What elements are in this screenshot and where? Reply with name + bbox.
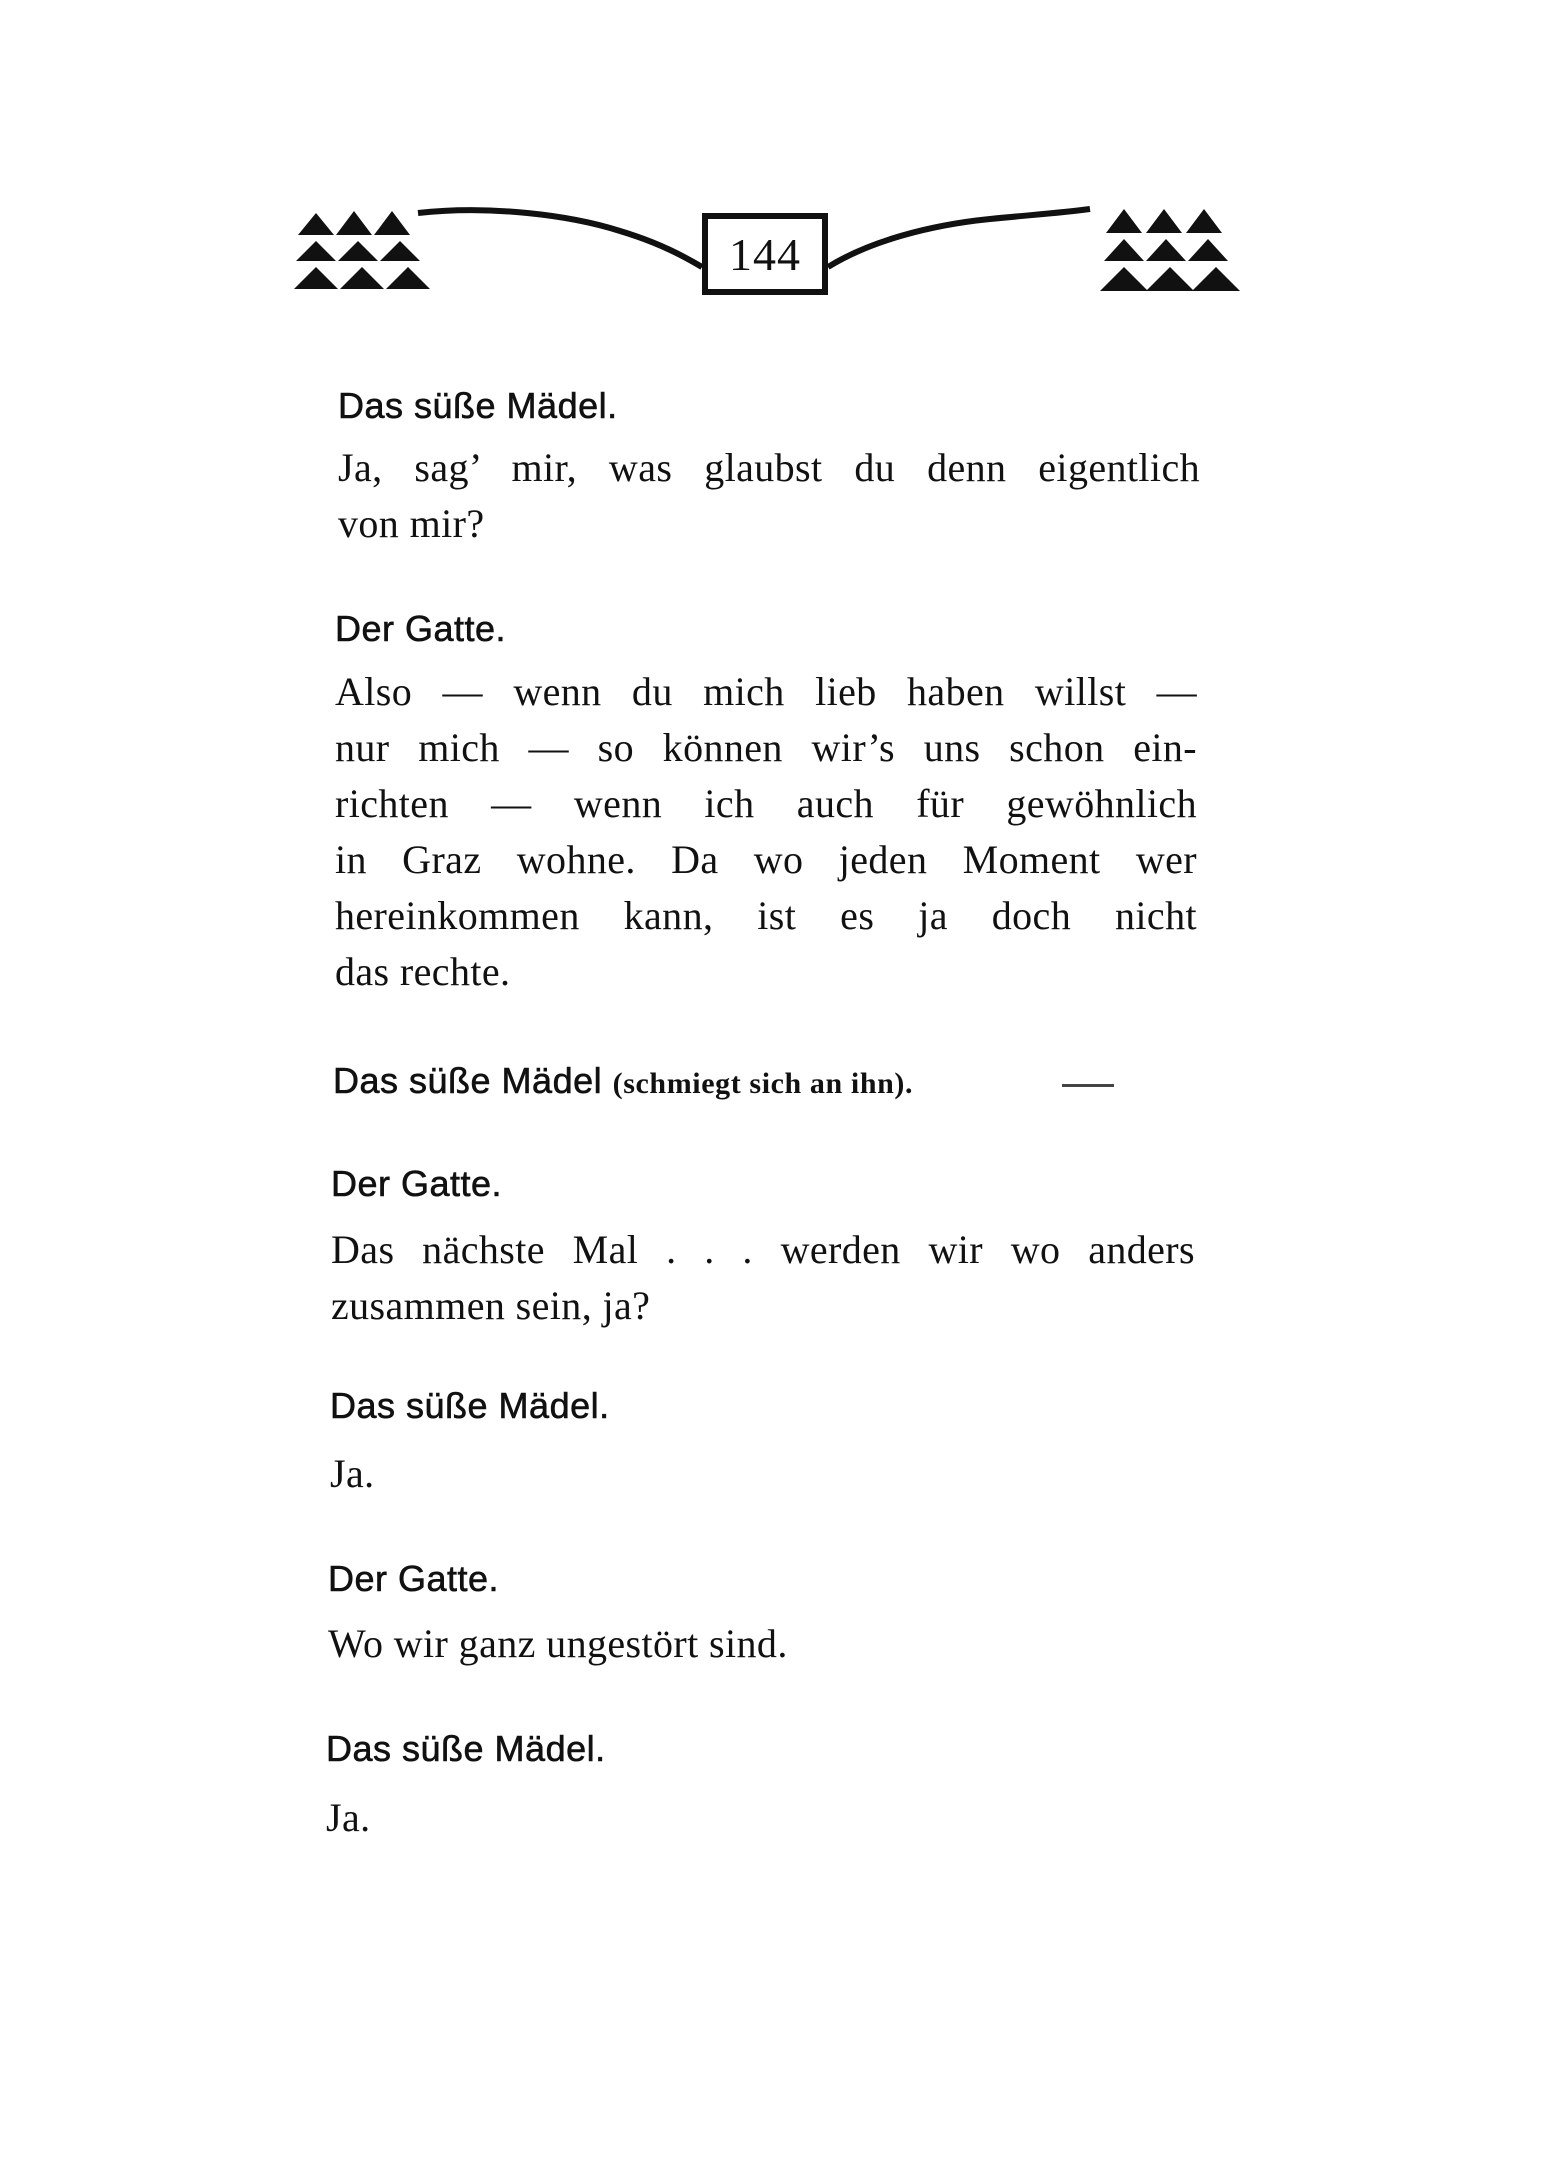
- speech-text: [338, 440, 1200, 552]
- speech-line: von mir?: [338, 501, 485, 546]
- left-triangle-cluster-icon: [294, 211, 430, 289]
- speaker-label: [333, 1060, 913, 1102]
- speech-line: hereinkommen kann, ist es ja doch nicht: [335, 893, 1197, 938]
- speaker-label: Das süße Mädel.: [338, 385, 618, 426]
- stage-direction: (schmiegt sich an ihn).: [612, 1067, 914, 1100]
- speech-line: Ja.: [330, 1451, 375, 1496]
- speaker-label: Der Gatte.: [335, 608, 507, 649]
- speech-line: zusammen sein, ja?: [331, 1283, 651, 1328]
- right-triangle-cluster-icon: [1100, 209, 1240, 291]
- speech-line: Also — wenn du mich lieb haben willst —: [335, 669, 1197, 714]
- speech-line: Wo wir ganz ungestört sind.: [328, 1621, 788, 1666]
- speech-line: Ja, sag’ mir, was glaubst du denn eigentlich: [338, 445, 1200, 490]
- speech-text: [330, 1446, 730, 1502]
- speech-text: [328, 1616, 1028, 1672]
- speech-line: in Graz wohne. Da wo jeden Moment wer: [335, 837, 1197, 882]
- speaker-label: Der Gatte.: [328, 1558, 500, 1599]
- speech-line: richten — wenn ich auch für gewöhnlich: [335, 781, 1197, 826]
- speaker-label: Der Gatte.: [331, 1163, 503, 1204]
- speech-line: nur mich — so können wir’s uns schon ein-: [335, 725, 1197, 770]
- page-header-ornament: [290, 195, 1260, 315]
- speaker-name: Das süße Mädel: [333, 1060, 603, 1101]
- dash-mark: [1062, 1084, 1114, 1087]
- speech-line: Das nächste Mal . . . werden wir wo anders: [331, 1227, 1195, 1272]
- speaker-label: Das süße Mädel.: [330, 1385, 610, 1426]
- speech-line: das rechte.: [335, 949, 511, 994]
- speech-line: Ja.: [326, 1795, 371, 1840]
- left-swoop-line: [418, 210, 702, 267]
- right-swoop-line: [828, 209, 1090, 267]
- page-number-box: [702, 213, 828, 295]
- speaker-label: Das süße Mädel.: [326, 1728, 606, 1769]
- page-number: 144: [729, 228, 801, 280]
- speech-text: [335, 664, 1197, 1000]
- speech-text: [326, 1790, 726, 1846]
- speech-text: [331, 1222, 1195, 1334]
